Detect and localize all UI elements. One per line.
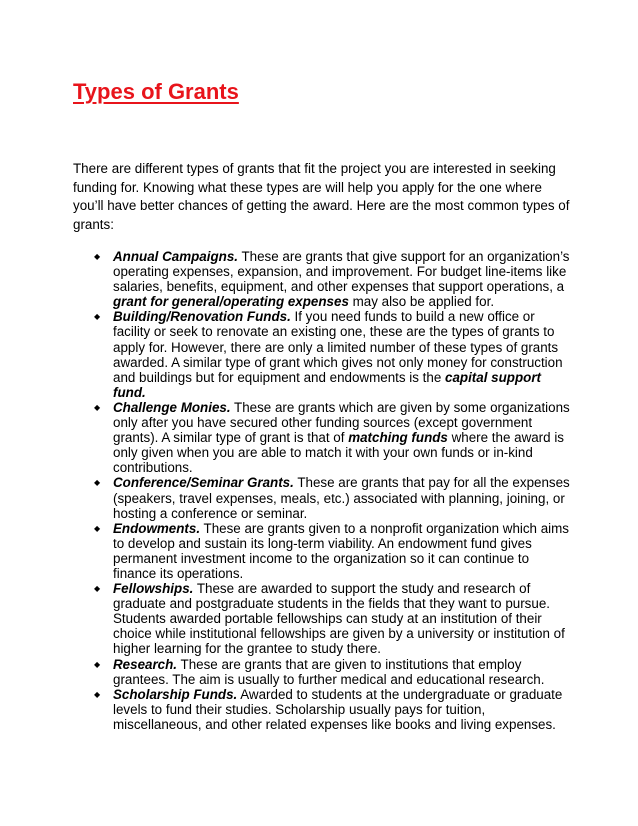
grant-description: These are grants that pay for all the expenses (speakers, travel expenses, meals, etc.) associated with planning, joining, or hosting a conference or seminar. xyxy=(113,475,570,521)
grant-description-end: where the award is only given when you are able to match it with your own funds or in-kind contributions. xyxy=(113,430,564,476)
grant-term: Annual Campaigns. xyxy=(113,249,238,264)
diamond-bullet-icon: ◆ xyxy=(94,584,101,594)
page-title: Types of Grants xyxy=(73,79,239,104)
grant-highlight: capital support fund. xyxy=(113,369,541,400)
list-item-scholarship-funds xyxy=(94,687,574,732)
grant-term: Research. xyxy=(113,656,178,672)
grant-description-end: may also be applied for. xyxy=(348,294,495,310)
grant-description: These are grants given to a nonprofit organization which aims to develop and sustain its long-term viability. An endowment fund gives permanent investment income to the organization so it can continue to finance its operations. xyxy=(113,520,569,581)
grant-term: Endowments. xyxy=(113,520,201,536)
list-item-challenge-monies xyxy=(94,400,574,475)
grant-term: Building/Renovation Funds. xyxy=(113,309,291,325)
grant-highlight: grant for general/operating expenses xyxy=(113,294,349,310)
diamond-bullet-icon: ◆ xyxy=(94,689,101,699)
grant-term: Conference/Seminar Grants. xyxy=(113,475,294,491)
diamond-bullet-icon: ◆ xyxy=(94,523,101,533)
list-item-conference-seminar xyxy=(94,475,574,520)
grant-highlight: matching funds xyxy=(348,430,448,446)
list-item-fellowships xyxy=(94,581,574,656)
grant-description: Awarded to students at the undergraduate or graduate levels to fund their studies. Scholarship usually pays for tuition, miscellaneous, and other related expenses like books and living expenses. xyxy=(113,686,563,732)
diamond-bullet-icon: ◆ xyxy=(94,402,101,412)
grant-types-list xyxy=(94,249,574,732)
list-item-annual-campaigns xyxy=(94,249,574,309)
diamond-bullet-icon: ◆ xyxy=(94,252,101,261)
grant-term: Scholarship Funds. xyxy=(113,686,238,702)
intro-paragraph: There are different types of grants that fit the project you are interested in seeking funding for. Knowing what these types are will help you apply for the one where you’ll have better chances of getting the award. Here are the most common types of grants: xyxy=(73,161,570,232)
grant-description: These are grants that are given to institutions that employ grantees. The aim is usually to further medical and educational research. xyxy=(113,656,545,687)
grant-term: Fellowships. xyxy=(113,581,194,597)
grant-term: Challenge Monies. xyxy=(113,399,231,415)
list-item-building-renovation xyxy=(94,309,574,400)
diamond-bullet-icon: ◆ xyxy=(94,659,101,669)
grant-description: These are grants which are given by some organizations only after you have secured other funding sources (except government grants). A similar type of grant is that of xyxy=(113,399,570,446)
list-item-endowments xyxy=(94,521,574,581)
grant-description: If you need funds to build a new office or facility or seek to renovate an existing one, these are the types of grants to apply for. However, there are only a limited number of these types of grants awarded. A similar type of grant which gives not only money for construction and buildings but for equipment and endowments is the xyxy=(113,309,563,385)
list-item-research xyxy=(94,657,574,687)
diamond-bullet-icon: ◆ xyxy=(94,312,101,322)
grant-description: These are grants that give support for an organization’s operating expenses, expansion, and improvement. For budget line-items like salaries, benefits, equipment, and other expenses that support operations, a xyxy=(113,249,570,295)
grant-description: These are awarded to support the study and research of graduate and postgraduate students in the fields that they want to pursue. Students awarded portable fellowships can study at an institution of their choice while institutional fellowships are given by a university or institution of higher learning for the grantee to study there. xyxy=(113,581,565,657)
diamond-bullet-icon: ◆ xyxy=(94,478,101,488)
